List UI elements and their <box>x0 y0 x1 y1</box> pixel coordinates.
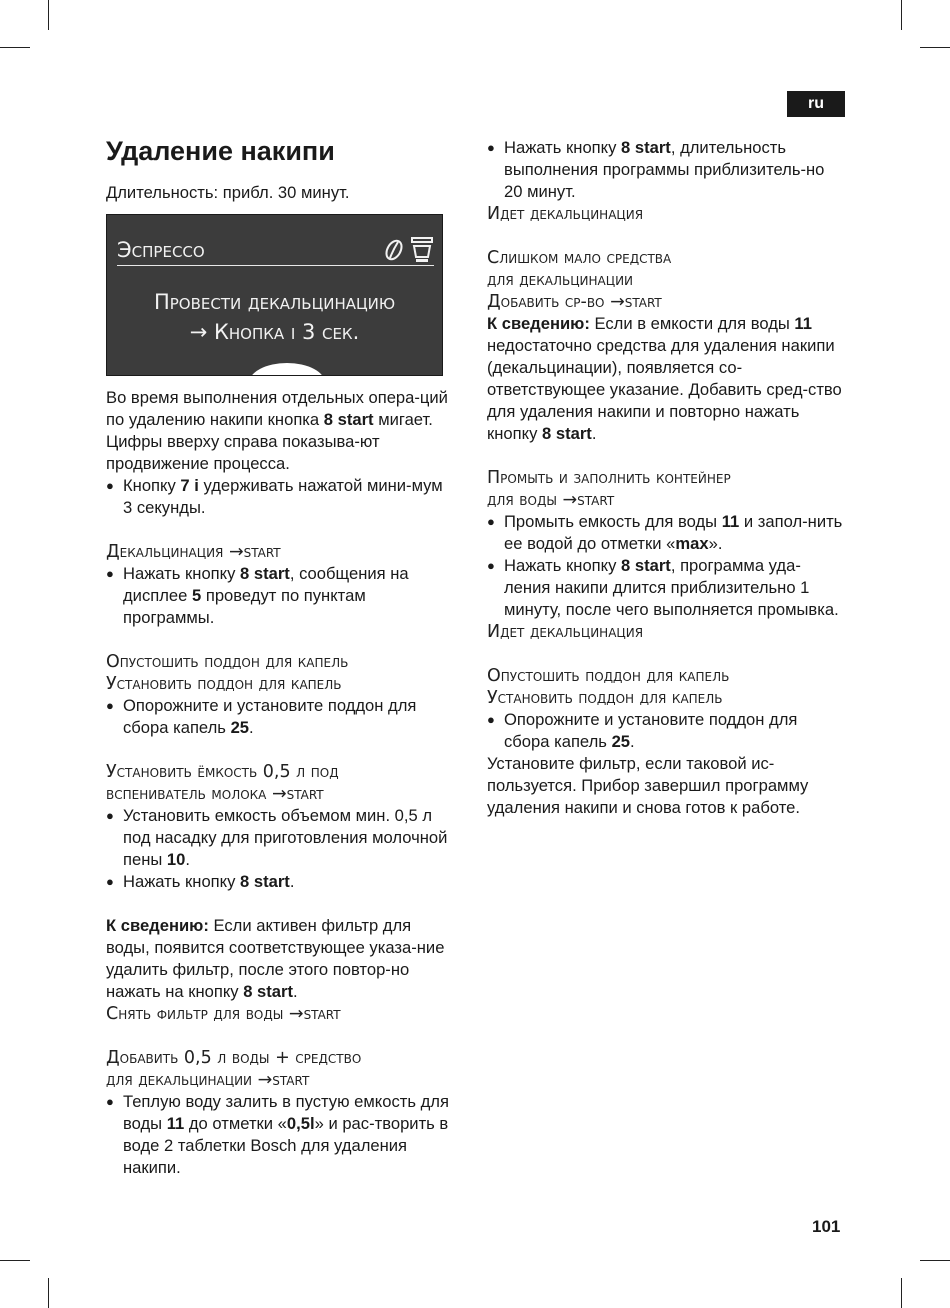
section-list <box>106 563 456 629</box>
list-item: ● Нажать кнопку 8 start, программа уда-ления накипи длится приблизительно 1 минуту, после чего выполняется промывка. <box>487 555 847 621</box>
section-list <box>106 695 456 739</box>
left-column <box>106 132 456 1179</box>
list-item: ● Опорожните и установите поддон для сбора капель 25. <box>487 709 847 753</box>
crop-mark <box>901 0 902 30</box>
section-heading: Установить поддон для капель <box>106 674 342 694</box>
section-list <box>106 805 456 893</box>
crop-mark <box>48 0 49 30</box>
crop-mark <box>901 1278 902 1308</box>
display-message <box>107 287 442 347</box>
section-list <box>487 137 847 203</box>
section-heading: Добавить 0,5 л воды + средство <box>106 1048 362 1068</box>
cup-icon <box>410 237 434 263</box>
list-item: ● Кнопку 7 i удерживать нажатой мини-мум 3 секунды. <box>106 475 456 519</box>
section-heading: вспениватель молока →start <box>106 784 324 804</box>
display-icons <box>384 237 434 263</box>
status-text: Идет декальцинация <box>487 204 644 224</box>
section-list <box>487 511 847 621</box>
section-heading: Опустошить поддон для капель <box>106 652 349 672</box>
crop-mark <box>920 1260 950 1261</box>
section-list <box>487 709 847 753</box>
section-heading: Добавить ср-во →start <box>487 292 662 312</box>
section-list <box>106 1091 456 1179</box>
section-heading: для декальцинации →start <box>106 1070 310 1090</box>
section-heading: Установить поддон для капель <box>487 688 723 708</box>
display-label: Эспрессо <box>117 238 205 262</box>
crop-mark <box>920 47 950 48</box>
crop-mark <box>0 1260 30 1261</box>
display-message-line2: → Кнопка i 3 сек. <box>189 320 360 344</box>
status-text: Идет декальцинация <box>487 622 644 642</box>
final-paragraph: Установите фильтр, если таковой ис-пользуется. Прибор завершил программу удаления накипи и снова готов к работе. <box>487 754 809 817</box>
crop-mark <box>0 47 30 48</box>
section-heading: для воды →start <box>487 490 615 510</box>
display-header <box>117 235 434 266</box>
display-knob-cutout <box>249 363 325 376</box>
intro-paragraph: Во время выполнения отдельных опера-ций по удалению накипи кнопка 8 start мигает. Цифры вверху справа показыва-ют продвижение процесса. <box>106 388 448 473</box>
section-heading: Слишком мало средства <box>487 248 672 268</box>
list-item: ● Нажать кнопку 8 start. <box>106 871 456 893</box>
list-item: ● Теплую воду залить в пустую емкость для воды 11 до отметки «0,5l» и рас-творить в воде 2 таблетки Bosch для удаления накипи. <box>106 1091 456 1179</box>
page-title: Удаление накипи <box>106 136 335 166</box>
section-heading: Декальцинация →start <box>106 542 281 562</box>
note-paragraph: К сведению: Если активен фильтр для воды, появится соответствующее указа-ние удалить фильтр, после этого повтор-но нажать на кнопку 8 start. <box>106 916 445 1001</box>
list-item: ● Опорожните и установите поддон для сбора капель 25. <box>106 695 456 739</box>
list-item: ● Промыть емкость для воды 11 и запол-нить ее водой до отметки «max». <box>487 511 847 555</box>
display-screen <box>106 214 443 376</box>
intro-list <box>106 475 456 519</box>
display-message-line1: Провести декальцинацию <box>153 290 396 314</box>
bean-icon <box>384 238 404 262</box>
section-heading: Снять фильтр для воды →start <box>106 1004 341 1024</box>
list-item: ● Установить емкость объемом мин. 0,5 л под насадку для приготовления молочной пены 10. <box>106 805 456 871</box>
section-heading: Установить ёмкость 0,5 л под <box>106 762 339 782</box>
section-heading: Промыть и заполнить контейнер <box>487 468 731 488</box>
list-item: ● Нажать кнопку 8 start, длительность выполнения программы приблизитель-но 20 минут. <box>487 137 847 203</box>
right-column <box>487 137 847 819</box>
crop-mark <box>48 1278 49 1308</box>
note-paragraph: К сведению: Если в емкости для воды 11 недостаточно средства для удаления накипи (декальцинации), появляется со-ответствующее указание. Добавить сред-ство для удаления накипи и повторно нажать кнопку 8 start. <box>487 314 842 443</box>
duration-text: Длительность: прибл. 30 минут. <box>106 183 350 202</box>
language-badge: ru <box>787 91 845 117</box>
section-heading: для декальцинации <box>487 270 634 290</box>
list-item: ● Нажать кнопку 8 start, сообщения на дисплее 5 проведут по пунктам программы. <box>106 563 456 629</box>
page-number: 101 <box>812 1217 841 1236</box>
section-heading: Опустошить поддон для капель <box>487 666 730 686</box>
